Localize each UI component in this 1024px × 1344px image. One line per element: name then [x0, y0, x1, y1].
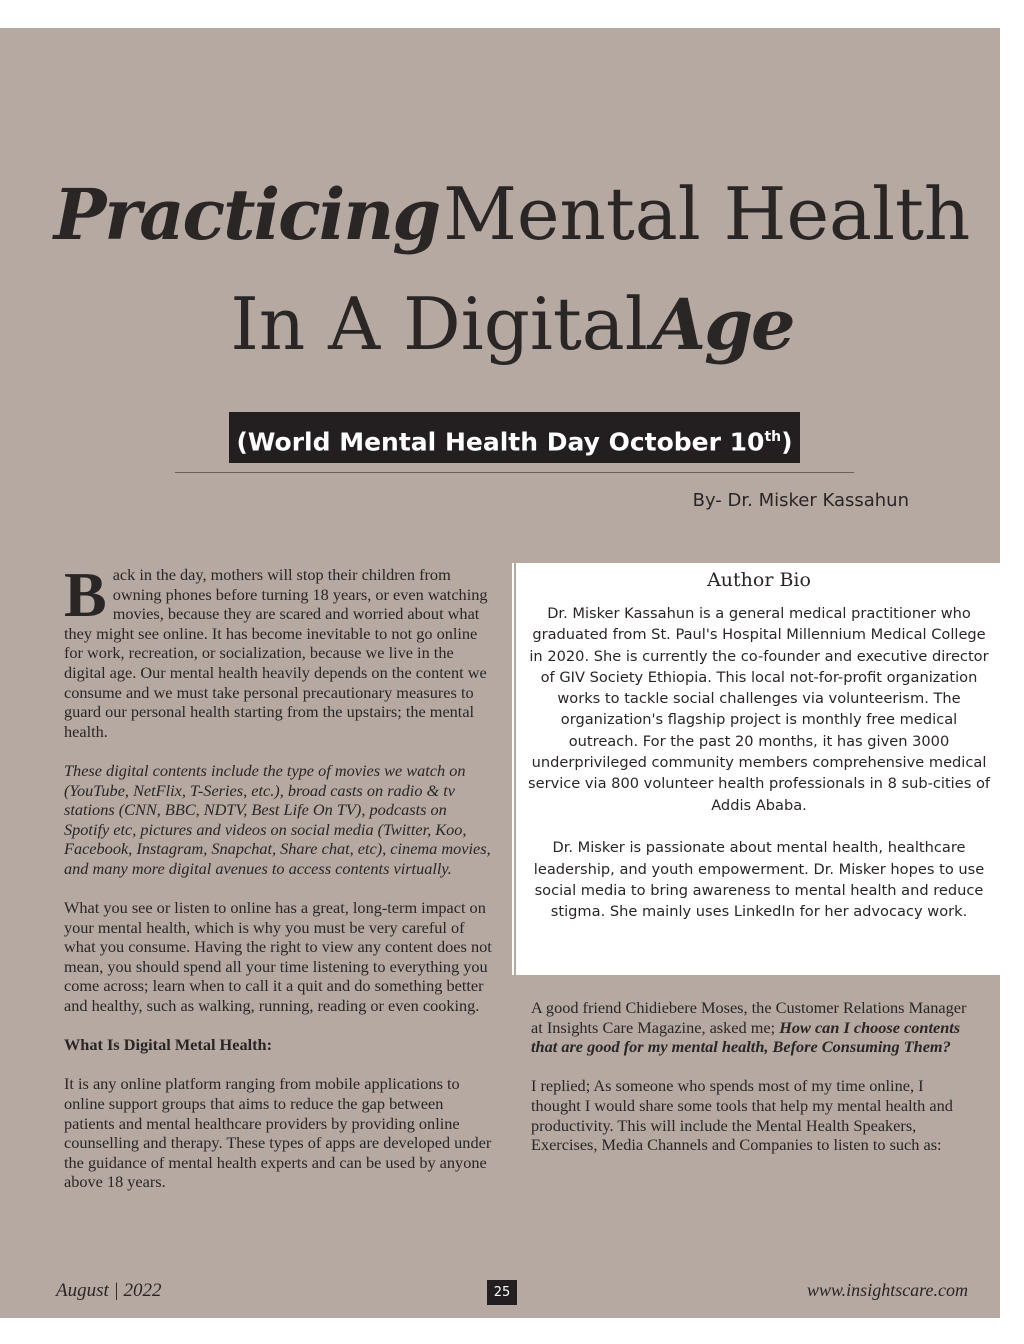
- footer-url: www.insightscare.com: [807, 1280, 968, 1300]
- title-serif-words-1: Mental Health: [443, 172, 971, 256]
- title-serif-words-2: In A Digital: [230, 282, 648, 366]
- subtitle-end: ): [781, 427, 793, 457]
- subtitle-banner: [229, 412, 800, 463]
- digital-contents-paragraph: These digital contents include the type of movies we watch on (YouTube, NetFlix, T-Series, etc.), broad casts on radio & tv stations (CNN, BBC, NDTV, Best Life On TV), podcasts on Spotify etc, pictures and videos on social media (Twitter, Koo, Facebook, Instagram, Snapchat, Share chat, etc), cinema movies, and many more digital avenues to access contents virtually.: [64, 760, 491, 878]
- reply-paragraph: I replied; As someone who spends most of my time online, I thought I would share some tools that help my mental health and productivity. This will include the Mental Health Speakers, Exercises, Media Channels and Companies to listen to such as:: [531, 1076, 953, 1155]
- intro-text: ack in the day, mothers will stop their children from owning phones before turning 18 years, or even watching movies, because they are scared and worried about what they might see online. It has become inevitable to not go online for work, recreation, or socialization, because we live in the digital age. Our mental health heavily depends on the content we consume and we must take personal precautionary measures to guard our personal health starting from the upstairs; the mental health.: [64, 565, 488, 741]
- definition-paragraph: It is any online platform ranging from mobile applications to online support groups that aims to reduce the gap between patients and mental healthcare providers by providing online counselling and therapy. These types of apps are developed under the guidance of mental health experts and can be used by anyone above 18 years.: [64, 1074, 492, 1192]
- bio-paragraph-1: Dr. Misker Kassahun is a general medical practitioner who graduated from St. Paul's Hospital Millennium Medical College in 2020. She is currently the co-founder and executive director of GIV Society Ethiopia. This local not-for-profit organization works to tackle social challenges via volunteerism. The organization's flagship project is monthly free medical outreach. For the past 20 months, it has given 3000 underprivileged community members comprehensive medical service via 800 volunteer health professionals in 8 sub-cities of Addis Ababa.: [528, 605, 991, 814]
- author-bio-box: [518, 563, 1000, 975]
- drop-cap: B: [64, 559, 107, 630]
- left-column: [64, 559, 496, 1212]
- section-heading: What Is Digital Metal Health:: [64, 1035, 273, 1055]
- title-line-2: [0, 282, 1024, 366]
- question-paragraph: [531, 998, 971, 1057]
- page-number: 25: [487, 1280, 517, 1305]
- right-column: [531, 998, 971, 1174]
- bio-title: Author Bio: [707, 569, 811, 591]
- title-script-word-1: Practicing: [53, 173, 440, 256]
- intro-paragraph: [64, 559, 496, 741]
- divider-rule: [175, 472, 854, 473]
- subtitle-superscript: th: [764, 429, 782, 445]
- question-emphasis: How can I choose contents that are good for my mental health, Before Consuming Them?: [531, 1017, 961, 1057]
- question-lead: A good friend Chidiebere Moses, the Customer Relations Manager at Insights Care Magazine, asked me;: [531, 998, 967, 1037]
- title-line-1: [0, 172, 1024, 256]
- subtitle-text: (World Mental Health Day October 10: [236, 427, 765, 457]
- impact-paragraph: What you see or listen to online has a great, long-term impact on your mental health, which is why you must be very careful of what you consume. Having the right to view any content does not mean, you should spend all your time listening to everything you come across; learn when to call it a quit and do something better and healthy, such as walking, running, reading or even cooking.: [64, 898, 492, 1016]
- bio-paragraph-2: Dr. Misker is passionate about mental health, healthcare leadership, and youth empowerment. Dr. Misker hopes to use social media to bring awareness to mental health and reduce stigma. She mainly uses LinkedIn for her advocacy work.: [533, 839, 985, 921]
- author-byline: By- Dr. Misker Kassahun: [692, 490, 909, 511]
- footer-date: August | 2022: [56, 1280, 162, 1301]
- bio-text: [528, 603, 990, 944]
- title-script-word-2: Age: [651, 283, 794, 366]
